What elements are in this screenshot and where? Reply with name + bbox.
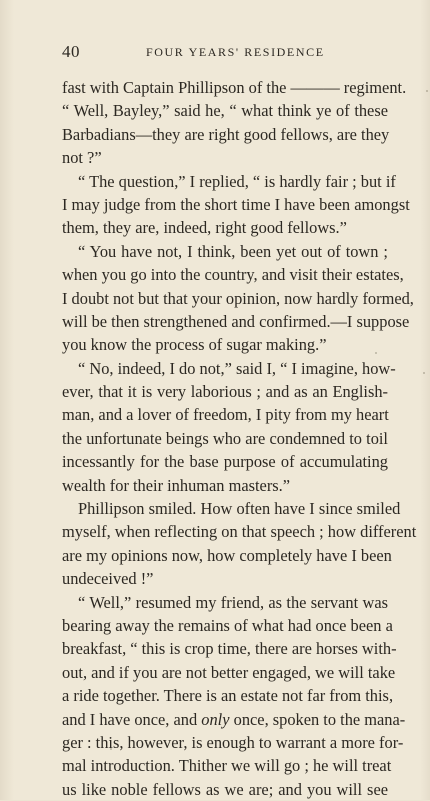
- text-line: incessantly for the base purpose of accumulating: [62, 452, 388, 472]
- text-segment: once, spoken to the mana-: [233, 709, 406, 729]
- text-line: you know the process of sugar making.”: [62, 335, 327, 355]
- text-line: when you go into the country, and visit their estates,: [62, 265, 404, 285]
- text-line: are my opinions now, how completely have I been: [62, 545, 392, 565]
- text-line: myself, when reflecting on that speech ; how different: [62, 522, 417, 542]
- text-line: not ?”: [62, 148, 102, 168]
- paper-speck: [375, 352, 377, 354]
- text-line: ever, that it is very laborious ; and as an English-: [62, 382, 388, 402]
- text-line-mixed: [62, 708, 405, 731]
- text-line: out, and if you are not better engaged, we will take: [62, 662, 396, 682]
- paper-speck: [426, 90, 428, 92]
- text-line: breakfast, “ this is crop time, there are horses with-: [62, 639, 397, 659]
- text-line: “ The question,” I replied, “ is hardly fair ; but if: [78, 171, 396, 191]
- text-line: man, and a lover of freedom, I pity from my heart: [62, 405, 389, 425]
- text-line: I doubt not but that your opinion, now hardly formed,: [62, 288, 414, 308]
- text-line: a ride together. There is an estate not far from this,: [62, 686, 394, 706]
- text-line: will be then strengthened and confirmed.—I suppose: [62, 311, 410, 331]
- text-line: fast with Captain Phillipson of the ——— regiment.: [62, 78, 407, 97]
- text-line: “ Well,” resumed my friend, as the servant was: [78, 592, 388, 612]
- running-head: FOUR YEARS' RESIDENCE: [146, 45, 325, 59]
- text-line: Phillipson smiled. How often have I since smiled: [78, 499, 401, 519]
- paper-speck: [376, 524, 378, 526]
- text-line: “ Well, Bayley,” said he, “ what think ye of these: [62, 101, 388, 121]
- paper-speck: [423, 372, 425, 374]
- emphasized-word: only: [201, 709, 230, 729]
- text-line: them, they are, indeed, right good fellows.”: [62, 218, 347, 238]
- body-text: [62, 76, 417, 801]
- text-line: undeceived !”: [62, 569, 154, 589]
- text-line: I may judge from the short time I have been amongst: [62, 194, 410, 214]
- text-segment: and I have once, and: [62, 709, 198, 729]
- text-line: “ You have not, I think, been yet out of town ;: [78, 241, 388, 261]
- text-line: ger : this, however, is enough to warrant a more for-: [62, 732, 404, 752]
- paper-speck: [110, 748, 112, 750]
- page-number: 40: [62, 42, 80, 61]
- text-line: Barbadians—they are right good fellows, are they: [62, 124, 390, 144]
- text-line: us like noble fellows as we are; and you will see: [62, 779, 388, 799]
- text-line: wealth for their inhuman masters.”: [62, 475, 291, 495]
- page-header: [62, 42, 390, 62]
- text-line: the unfortunate beings who are condemned to toil: [62, 428, 388, 448]
- text-line: mal introduction. Thither we will go ; he will treat: [62, 756, 392, 776]
- text-line: bearing away the remains of what had once been a: [62, 615, 393, 635]
- text-line: “ No, indeed, I do not,” said I, “ I imagine, how-: [78, 358, 396, 378]
